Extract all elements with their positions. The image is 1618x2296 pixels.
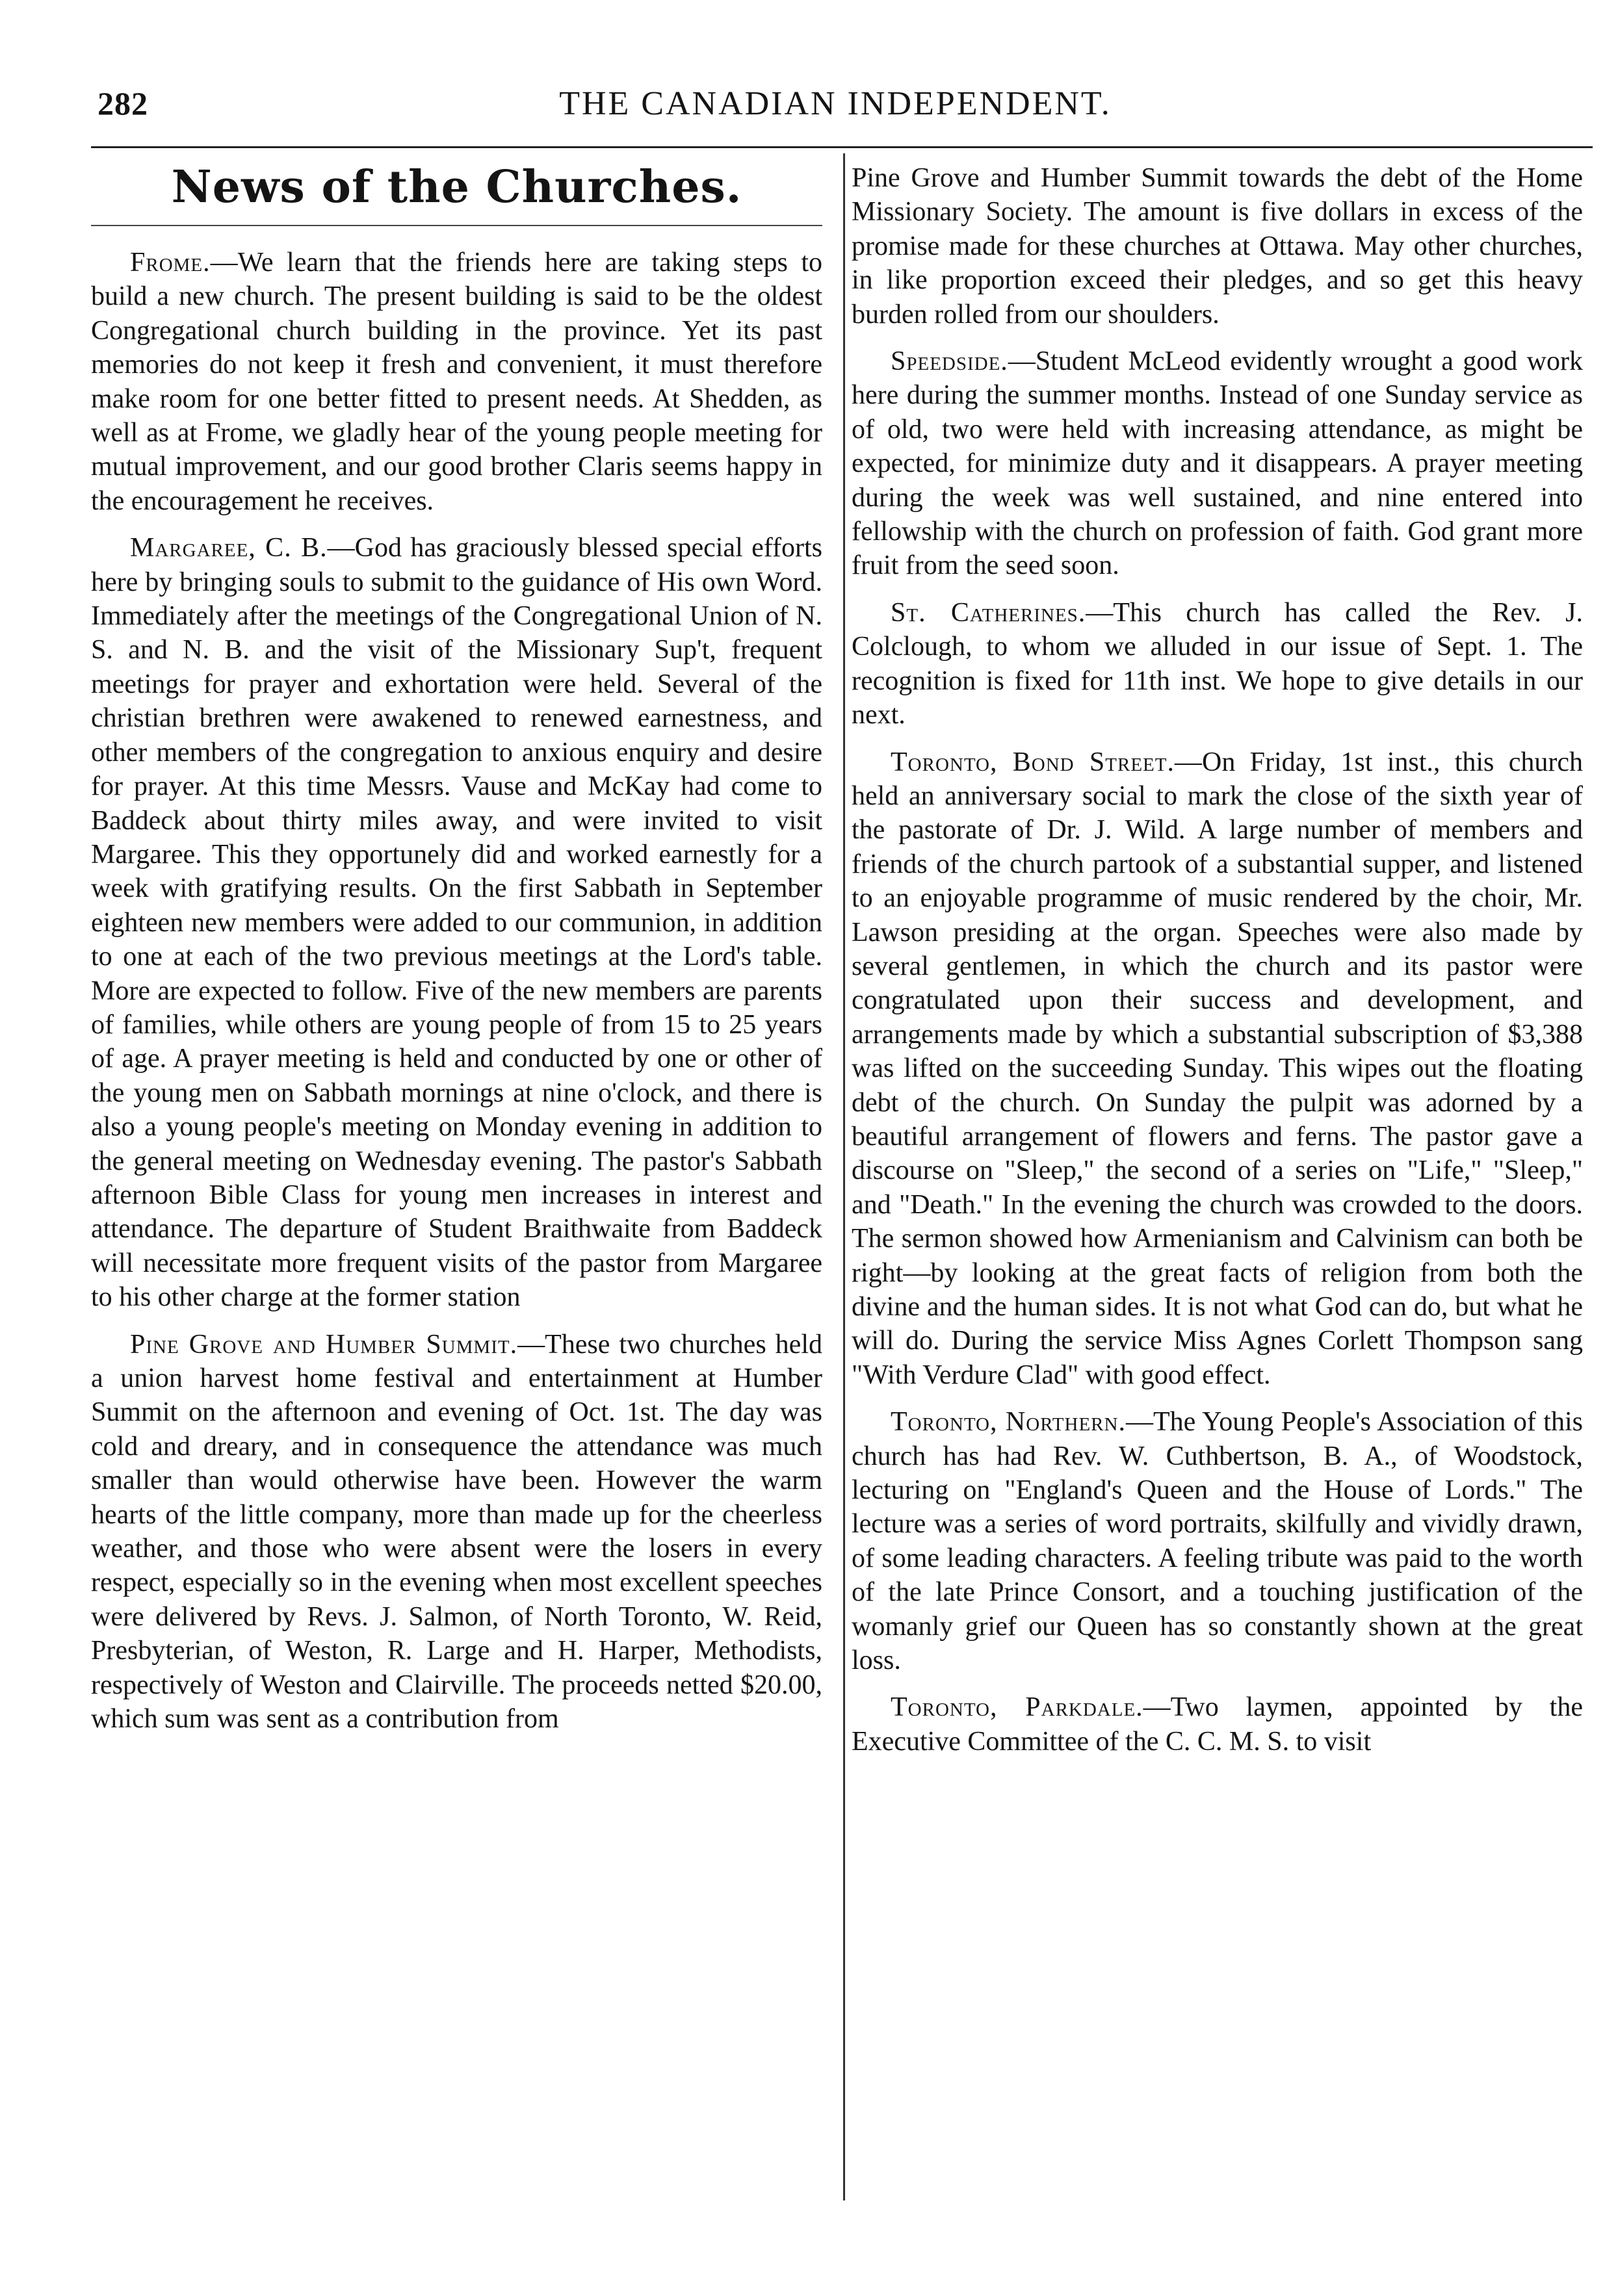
article-toronto-northern [852,1405,1583,1677]
article-frome [91,246,822,518]
article-speedside [852,344,1583,583]
article-text: —The Young People's Association of this church has had Rev. W. Cuthbertson, B. A., of Woodstock, lecturing on "England's Queen and the House of Lords." The lecture was a series of word portraits, skilfully and vividly drawn, of some leading characters. A feeling tribute was paid to the worth of the late Prince Consort, and a touching justification of the womanly grief our Queen has so constantly shown at the great loss. [852,1407,1583,1676]
column-divider [843,153,845,2200]
right-column [852,161,1583,2195]
article-st-catherines [852,596,1583,732]
heading-rule [91,225,822,226]
article-text: —These two churches held a union harvest home festival and entertainment at Humber Summit on the afternoon and evening of Oct. 1st. The day was cold and dreary, and in consequence the attendance was much smaller than would otherwise have been. However the warm hearts of the little company, more than made up for the cheerless weather, and those who were absent were the losers in every respect, especially so in the evening when most excellent speeches were delivered by Revs. J. Salmon, of North Toronto, W. Reid, Presbyterian, of Weston, R. Large and H. Harper, Methodists, respectively of Weston and Clairville. The proceeds netted $20.00, which sum was sent as a contribution from [91,1329,822,1735]
article-toronto-bond-street [852,745,1583,1393]
article-text: —Two laymen, appointed by the Executive Committee of the C. C. M. S. to visit [852,1692,1583,1757]
article-place: St. Catherines. [891,597,1086,628]
article-pine-grove [91,1328,822,1736]
left-column [91,161,822,2195]
article-text: —This church has called the Rev. J. Colclough, to whom we alluded in our issue of Sept. 1. The recognition is fixed for 11th inst. We hope to give details in our next. [852,597,1583,730]
page-header [98,84,1573,136]
article-toronto-parkdale [852,1690,1583,1759]
section-heading: News of the Churches. [171,161,742,213]
article-place: Speedside. [891,346,1008,377]
article-text: —We learn that the friends here are taking steps to build a new church. The present building is said to be the oldest Congregational church building in the province. Yet its past memories do not keep it fresh and convenient, it must therefore make room for one better fitted to present needs. At Shedden, as well as at Frome, we gladly hear of the young people meeting for mutual improvement, and our good brother Claris seems happy in the encouragement he receives. [91,248,822,516]
article-place: Frome. [130,248,211,277]
article-place: Toronto, Parkdale. [891,1692,1143,1723]
running-title: THE CANADIAN INDEPENDENT. [559,85,1112,122]
article-text: —Student McLeod evidently wrought a good work here during the summer months. Instead of one Sunday service as of old, two were held with increasing attendance, as might be expected, for minimize duty and it disappears. A prayer meeting during the week was well sustained, and nine entered into fellowship with the church on profession of faith. God grant more fruit from the seed soon. [852,346,1583,581]
article-place: Toronto, Bond Street. [891,747,1175,777]
article-margaree [91,531,822,1314]
article-place: Toronto, Northern. [891,1407,1126,1438]
page-number: 282 [98,85,148,122]
article-text: —On Friday, 1st inst., this church held an anniversary social to mark the close of the sixth year of the pastorate of Dr. J. Wild. A large number of members and friends of the church partook of a substantial supper, and listened to an enjoyable programme of music rendered by the choir, Mr. Lawson presiding at the organ. Speeches were also made by several gentlemen, in which the church and its pastor were congratulated upon their success and development, and arrangements made by which a substantial subscription of $3,388 was lifted on the succeeding Sunday. This wipes out the floating debt of the church. On Sunday the pulpit was adorned by a beautiful arrangement of flowers and ferns. The pastor gave a discourse on "Sleep," the second of a series on "Life," "Sleep," and "Death." In the evening the church was crowded to the doors. The sermon showed how Armenianism and Calvinism can both be right—by looking at the great facts of religion from both the divine and the human sides. It is not what God can do, but what he will do. During the service Miss Agnes Corlett Thompson sang "With Verdure Clad" with good effect. [852,747,1583,1390]
article-place: Margaree, C. B. [130,533,328,563]
header-rule [91,146,1593,148]
article-place: Pine Grove and Humber Summit. [130,1329,518,1360]
article-text: —God has graciously blessed special efforts here by bringing souls to submit to the guidance of His own Word. Immediately after the meetings of the Congregational Union of N. S. and N. B. and the visit of the Missionary Sup't, frequent meetings for prayer and exhortation were held. Several of the christian brethren were awakened to renewed earnestness, and other members of the congregation to anxious enquiry and desire for prayer. At this time Messrs. Vause and McKay had come to Baddeck about thirty miles away, and were invited to visit Margaree. This they opportunely did and worked earnestly for a week with gratifying results. On the first Sabbath in September eighteen new members were added to our communion, in addition to one at each of the two previous meetings at the Lord's table. More are expected to follow. Five of the new members are parents of families, while others are young people of from 15 to 25 years of age. A prayer meeting is held and conducted by one or other of the young men on Sabbath mornings at nine o'clock, and there is also a young people's meeting on Monday evening in addition to the general meeting on Wednesday evening. The pastor's Sabbath afternoon Bible Class for young men increases in interest and attendance. The departure of Student Braithwaite from Baddeck will necessitate more frequent visits of the pastor from Margaree to his other charge at the former station [91,533,822,1313]
article-continuation: Pine Grove and Humber Summit towards the debt of the Home Missionary Society. The amount is five dollars in excess of the promise made for these churches at Ottawa. May other churches, in like proportion exceed their pledges, and so get this heavy burden rolled from our shoulders. [852,163,1583,329]
